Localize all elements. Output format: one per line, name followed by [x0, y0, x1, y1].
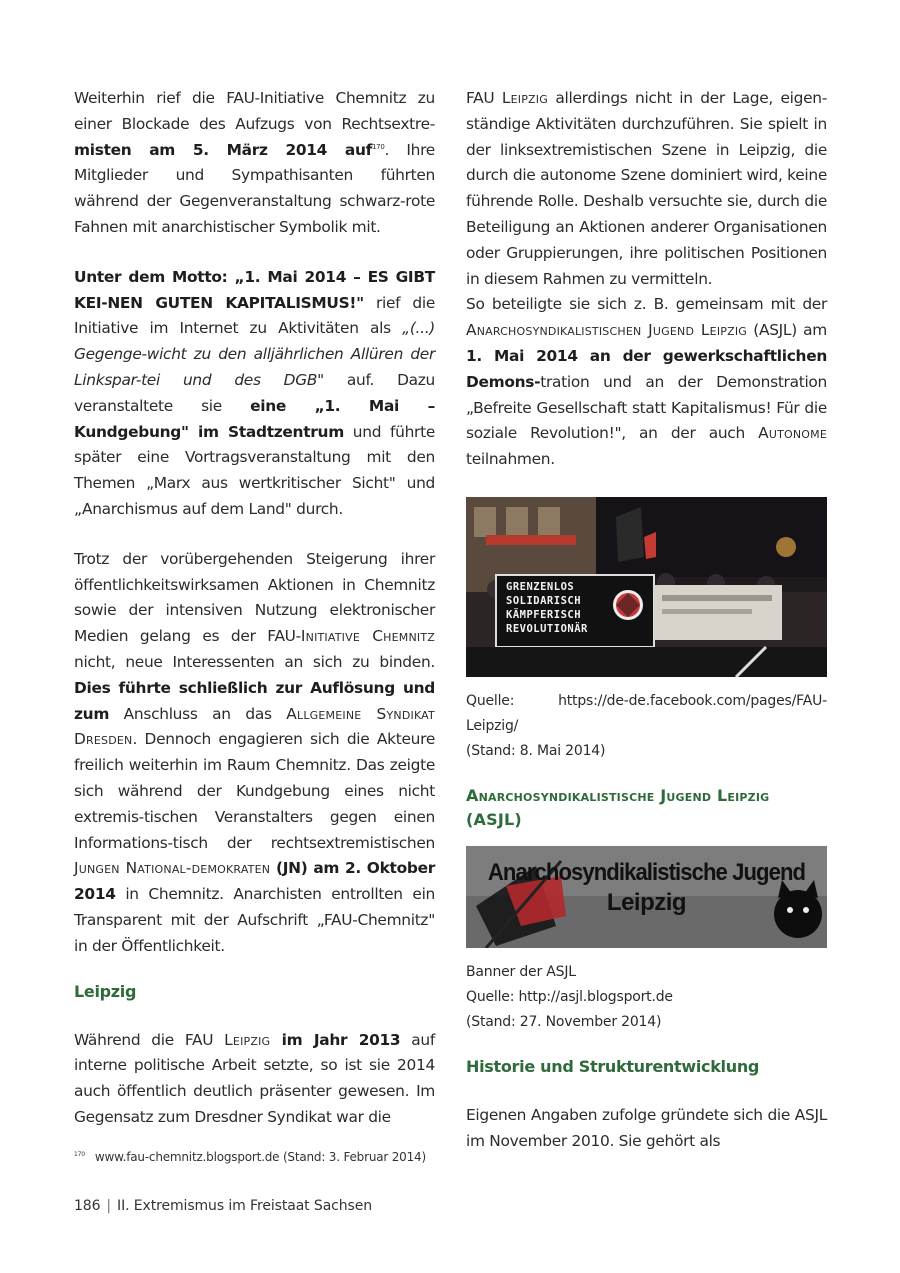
- section-heading-asjl: Anarchosyndikalistische Jugend Leipzig (ASJL): [466, 785, 770, 829]
- text: rief die Initiative im Internet zu Aktivitäten als: [74, 293, 435, 338]
- org-name: Anarchosyndikalistischen Jugend Leipzig: [466, 321, 748, 340]
- text: teilnahmen.: [466, 450, 555, 469]
- text: auf. Dazu veranstaltete sie: [74, 370, 435, 415]
- text: Während die FAU: [74, 1030, 225, 1049]
- text: nicht, neue Interessenten an sich zu binden.: [74, 652, 435, 671]
- text: auf interne politische Arbeit setzte, so ist sie 2014 auch öffentlich deutlich präsenter gewesen. Im Gegensatz zum Dresdner Syndikat war die: [74, 1030, 436, 1126]
- section-heading-history: Historie und Strukturentwicklung: [466, 1056, 760, 1076]
- bold-text: (JN) am 2. Oktober 2014: [74, 859, 435, 904]
- footer-section-title: II. Extremismus im Freistaat Sachsen: [117, 1198, 373, 1214]
- text: allerdings nicht in der Lage, eigen-ständige Aktivitäten durchzuführen. Sie spielt in der linksextremistischen Szene in Leipzig, die durch die autonome Szene dominiert wird, keine führende Rolle. Deshalb versuchte sie, durch die Beteiligung an Aktionen anderer Organisationen oder Gruppierungen, ihre politischen Positionen in diesem Rahmen zu vermitteln.: [466, 89, 827, 288]
- org-name: Jungen National-demokraten: [74, 859, 271, 878]
- footnote-text[interactable]: www.fau-chemnitz.blogsport.de (Stand: 3. Februar 2014): [94, 1150, 426, 1164]
- quote-text: „(...) Gegenge-wicht zu den alljährlichen Allüren der Linkspar-tei und des DGB": [74, 319, 435, 389]
- text: FAU: [466, 89, 502, 107]
- asjl-banner-title: Anarchosyndikalistische Jugend: [487, 858, 806, 886]
- right-column: [466, 86, 827, 1155]
- photo-banner-text: [506, 580, 588, 636]
- text: tration und an der Demonstration „Befreite Gesellschaft statt Kapitalismus! Für die soziale Revolution!", an der auch: [466, 372, 827, 443]
- banner-caption-title: Banner der ASJL: [466, 963, 576, 980]
- text: und führte später eine Vortragsveranstaltung mit den Themen „Marx aus wertkritischer Sicht" und „Anarchismus auf dem Land" durch.: [74, 422, 435, 518]
- text: Trotz der vorübergehenden Steigerung ihrer öffentlichkeitswirksamen Aktionen in Chemnitz sowie der intensiven Nutzung elektronischer Medien gelang es der FAU-: [74, 549, 435, 646]
- banner-line: KÄMPFERISCH: [506, 608, 582, 621]
- footer-separator: |: [106, 1198, 112, 1214]
- photo-caption-date: (Stand: 8. Mai 2014): [466, 742, 606, 759]
- org-name: Initiative Chemnitz: [300, 627, 435, 646]
- section-heading-leipzig: Leipzig: [74, 981, 137, 1001]
- left-column: [74, 86, 435, 1131]
- banner-line: GRENZENLOS: [506, 580, 575, 593]
- footnote: [74, 1150, 426, 1164]
- text: . Dennoch engagieren sich die Akteure freilich weiterhin im Raum Chemnitz. Das zeigte sich während der Kundgebung eines nicht extremis-tischen Veranstalters gegen einen Informations-tisch der rechtsextremistischen: [74, 730, 435, 852]
- text: Anschluss an das: [109, 704, 287, 723]
- paragraph-history: Eigenen Angaben zufolge gründete sich die ASJL im November 2010. Sie gehört als: [466, 1105, 827, 1150]
- org-name: Allgemeine Syndikat Dresden: [74, 704, 435, 749]
- bold-text: 1. Mai 2014 an der gewerkschaftlichen Demons-: [466, 346, 827, 391]
- paragraph-blockade: [74, 86, 435, 241]
- footnote-number: 170: [74, 1151, 85, 1158]
- text: So beteiligte sie sich z. B. gemeinsam mit der: [466, 295, 827, 314]
- page-number: 186: [74, 1198, 101, 1214]
- org-name: Leipzig: [501, 89, 548, 107]
- bold-text: misten am 5. März 2014 auf: [74, 140, 373, 159]
- text: . Ihre Mitglieder und Sympathisanten führten während der Gegenveranstaltung schwarz-rote Fahnen mit anarchistischer Symbolik mit.: [74, 140, 435, 236]
- footnote-marker[interactable]: 170: [372, 142, 385, 151]
- page-footer: [74, 1198, 372, 1214]
- paragraph-aufloesung: [74, 547, 435, 960]
- banner-caption-source[interactable]: Quelle: http://asjl.blogsport.de: [466, 988, 673, 1005]
- paragraph-asjl-demo: [466, 292, 827, 473]
- paragraph-fau-leipzig: [466, 86, 827, 292]
- bold-text: Unter dem Motto: „1. Mai 2014 – ES GIBT KEI-NEN GUTEN KAPITALISMUS!": [74, 267, 435, 312]
- banner-line: SOLIDARISCH: [506, 594, 582, 607]
- org-name: Autonome: [758, 424, 827, 443]
- asjl-banner-image: [466, 846, 827, 948]
- demonstration-photo: [466, 497, 827, 677]
- text: (ASJL) am: [747, 321, 827, 340]
- text: in Chemnitz. Anarchisten entrollten ein Transparent mit der Aufschrift „FAU-Chemnitz" in der Öffentlichkeit.: [74, 885, 435, 955]
- paragraph-motto: [74, 265, 435, 523]
- banner-caption-date: (Stand: 27. November 2014): [466, 1013, 662, 1030]
- text: Weiterhin rief die FAU-Initiative Chemnitz zu einer Blockade des Aufzugs von Rechtsextre-: [74, 89, 435, 133]
- photo-caption-source[interactable]: Quelle: https://de-de.facebook.com/pages/FAU-Leipzig/: [466, 692, 827, 734]
- bold-text: im Jahr 2013: [270, 1030, 401, 1049]
- org-name: Leipzig: [224, 1030, 271, 1049]
- paragraph-leipzig: [74, 1028, 435, 1131]
- asjl-banner-subtitle: Leipzig: [606, 888, 687, 916]
- bold-text: eine „1. Mai – Kundgebung" im Stadtzentrum: [74, 396, 435, 441]
- bold-text: Dies führte schließlich zur Auflösung und zum: [74, 678, 435, 723]
- banner-line: REVOLUTIONÄR: [506, 622, 588, 635]
